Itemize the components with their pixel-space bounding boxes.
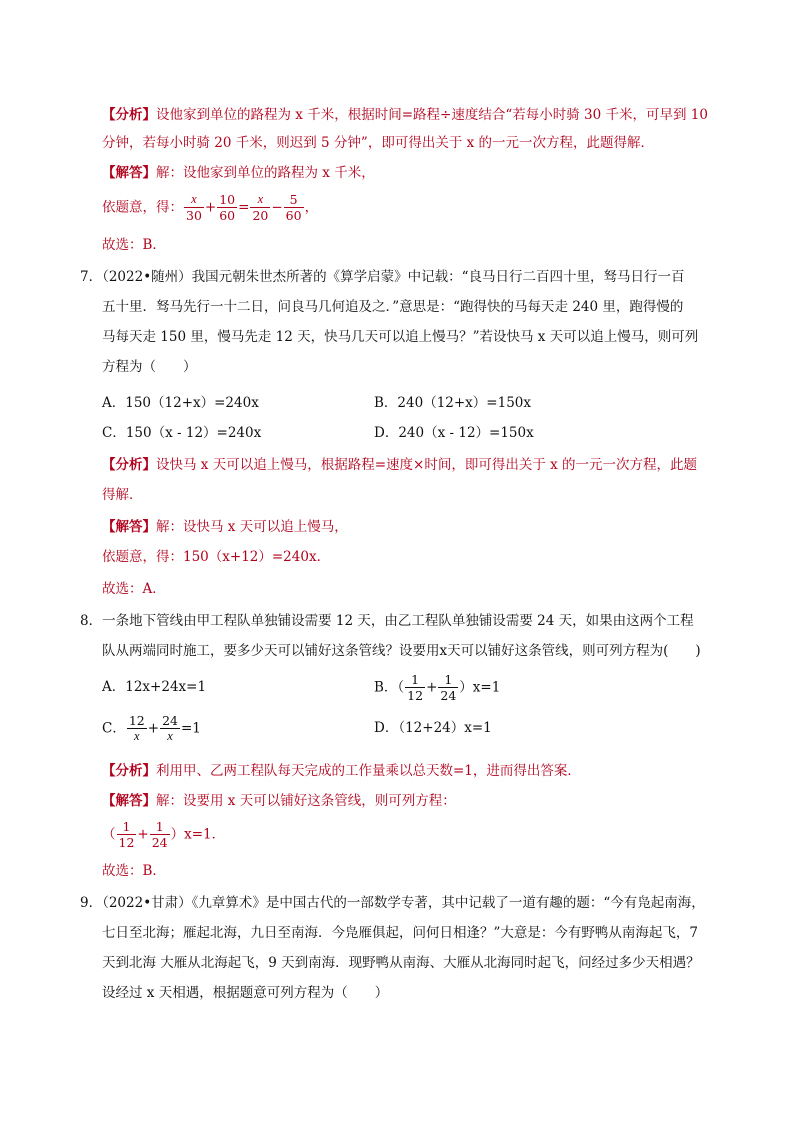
q8-analysis-line: 【分析】利用甲、乙两工程队每天完成的工作量乘以总天数=1，进而得出答案． bbox=[102, 763, 581, 779]
q8-stem-line2: 队从两端同时施工，要多少天可以铺好这条管线？设要用x天可以铺好这条管线，则可列方程为( ) bbox=[102, 643, 701, 659]
q8-option-d: D．（12+24）x=1 bbox=[374, 720, 492, 736]
fraction: $\frac{1}{24}$ bbox=[440, 672, 457, 703]
fraction: $\frac{10}{60}$ bbox=[219, 192, 236, 223]
fraction: $\frac{x}{30}$ bbox=[186, 192, 202, 223]
q9-stem-line1: 9．（2022•甘肃）《九章算术》是中国古代的一部数学专著，其中记载了一道有趣的题：“今有凫起南海， bbox=[80, 895, 705, 911]
q7-option-b: B．240（12+x）=150x bbox=[374, 395, 531, 411]
q9-stem-line2: 七日至北海；雁起北海，九日至南海．今凫雁俱起，问何日相逢？”大意是：今有野鸭从南海起飞，7 bbox=[102, 925, 698, 941]
q6-choose: 故选：B． bbox=[102, 237, 166, 253]
q8-option-c: C． $\frac{12}{x}$ + $\frac{24}{x}$ =1 bbox=[102, 713, 201, 743]
q7-equation: 依题意，得：150（x+12）=240x． bbox=[102, 549, 331, 565]
fraction: $\frac{24}{x}$ bbox=[162, 713, 178, 743]
q9-stem-line4: 设经过 x 天相遇，根据题意可列方程为（ ） bbox=[102, 985, 389, 1001]
q7-stem-line3: 马每天走 150 里，慢马先走 12 天，快马几天可以追上慢马？”若设快马 x 天可以追上慢马，则可列 bbox=[102, 329, 699, 345]
q8-answer-line: 【解答】解：设要用 x 天可以铺好这条管线，则可列方程： bbox=[102, 793, 456, 809]
q7-stem-line2: 五十里．驽马先行一十二日，问良马几何追及之．”意思是：“跑得快的马每天走 240 里，跑得慢的 bbox=[102, 299, 684, 315]
q7-option-d: D．240（x - 12）=150x bbox=[374, 425, 534, 441]
answer-tag: 【解答】 bbox=[102, 165, 156, 181]
q7-stem-line4: 方程为（ ） bbox=[102, 359, 197, 375]
fraction: $\frac{12}{x}$ bbox=[128, 713, 145, 743]
answer-tag: 【解答】 bbox=[102, 793, 156, 809]
q7-choose: 故选：A． bbox=[102, 581, 166, 597]
analysis-tag: 【分析】 bbox=[102, 457, 156, 473]
q7-stem-line1: 7．（2022•随州）我国元朝朱世杰所著的《算学启蒙》中记载：“良马日行二百四十里，驽马日行一百 bbox=[80, 269, 685, 285]
q9-stem-line3: 天到北海 大雁从北海起飞，9 天到南海．现野鸭从南海、大雁从北海同时起飞，问经过多少天相遇？ bbox=[102, 955, 700, 971]
q7-analysis-line2: 得解． bbox=[102, 487, 143, 503]
fraction: $\frac{1}{12}$ bbox=[407, 672, 424, 703]
fraction: $\frac{5}{60}$ bbox=[285, 192, 302, 223]
q6-analysis-line1: 【分析】设他家到单位的路程为 x 千米，根据时间=路程÷速度结合“若每小时骑 30 千米，可早到 10 bbox=[102, 107, 708, 123]
q8-option-b: B．（ $\frac{1}{12}$ + $\frac{1}{24}$ ）x=1 bbox=[374, 672, 501, 703]
q8-choose: 故选：B． bbox=[102, 863, 166, 879]
q8-option-a: A．12x+24x=1 bbox=[102, 679, 207, 695]
q8-stem-line1: 8．一条地下管线由甲工程队单独铺设需要 12 天，由乙工程队单独铺设需要 24 天，如果由这两个工程 bbox=[80, 613, 694, 629]
q7-option-a: A．150（12+x）=240x bbox=[102, 395, 259, 411]
fraction: $\frac{x}{20}$ bbox=[252, 192, 269, 223]
q6-analysis-line2: 分钟，若每小时骑 20 千米，则迟到 5 分钟”，即可得出关于 x 的一元一次方程，此题得解． bbox=[102, 135, 655, 151]
analysis-tag: 【分析】 bbox=[102, 763, 156, 779]
q6-equation: 依题意，得： $\frac{x}{30}$ + $\frac{10}{60}$ = $\frac{x}{20}$ − $\frac{5}{60}$ ， bbox=[102, 192, 319, 223]
q8-equation: （ $\frac{1}{12}$ + $\frac{1}{24}$ ）x=1． bbox=[102, 819, 226, 850]
fraction: $\frac{1}{12}$ bbox=[118, 819, 135, 850]
q7-answer-line: 【解答】解：设快马 x 天可以追上慢马， bbox=[102, 519, 348, 535]
analysis-tag: 【分析】 bbox=[102, 107, 156, 123]
q6-answer-line: 【解答】解：设他家到单位的路程为 x 千米， bbox=[102, 165, 375, 181]
answer-tag: 【解答】 bbox=[102, 519, 156, 535]
q7-analysis-line1: 【分析】设快马 x 天可以追上慢马，根据路程=速度×时间，即可得出关于 x 的一元一次方程，此题 bbox=[102, 457, 698, 473]
q7-option-c: C．150（x - 12）=240x bbox=[102, 425, 262, 441]
fraction: $\frac{1}{24}$ bbox=[151, 819, 168, 850]
